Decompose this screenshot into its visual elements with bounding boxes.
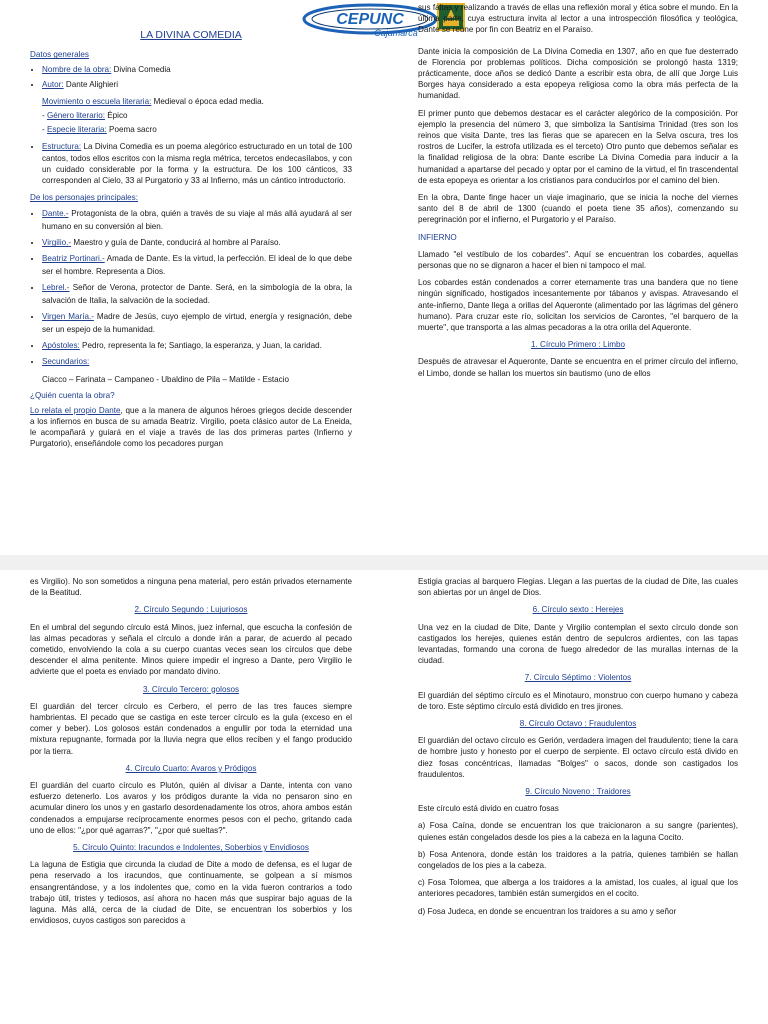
characters-list	[30, 207, 352, 368]
list-item: - Género literario: Épico	[42, 110, 352, 121]
list-item: • Autor: Dante Alighieri	[42, 79, 352, 90]
paragraph: Una vez en la ciudad de Dite, Dante y Virgilio contemplan el sexto círculo donde son castigados los herejes, quienes están dentro de sepulcros ardientes, con las tapas levantadas, formando una corona de fuego alrededor de las murallas internas de la ciudad.	[418, 622, 738, 666]
list-item: • Nombre de la obra: Divina Comedia	[42, 64, 352, 75]
circle-heading: 2. Círculo Segundo : Lujuriosos	[134, 605, 248, 615]
general-data-heading: Datos generales	[30, 50, 89, 60]
circle-heading: 9. Círculo Noveno : Traidores	[525, 787, 631, 797]
paragraph: Dante inicia la composición de La Divina Comedia en 1307, año en que fue desterrado de Florencia por problemas políticos. Dicha composición se prolongó hasta 1319; prácticamente, doce años se dedicó Dante a escribir esta obra, de allí que Jorge Luis Borges haya considerado a esta epopeya religiosa como la obra más perfecta de la humanidad.	[418, 46, 738, 101]
paragraph: El guardián del octavo círculo es Gerión, verdadera imagen del fraudulento; tiene la cara de hombre justo y honesto por el cuerpo de serpiente. El octavo círculo está divido en diez fosas concéntricas, llamadas "Bolges" o sacos, donde son castigados los fraudulentos.	[418, 736, 738, 779]
movement-line: Movimiento o escuela literaria: Medieval o época edad media.	[42, 96, 264, 106]
paragraph: c) Fosa Tolomea, que alberga a los traidores a la amistad, los cuales, al igual que los anteriores pecadores, también están sumergidos en el cocito.	[418, 878, 738, 899]
logo-wordmark: CEPUNC	[336, 11, 404, 28]
characters-heading: De los personajes principales:	[30, 193, 138, 203]
general-data-list	[30, 64, 352, 89]
paragraph: En la obra, Dante finge hacer un viaje imaginario, que se inicia la noche del viernes santo del 8 de abril de 1300 (cuando el poeta tiene 35 años), comenzando su peregrinación por el infierno, el Purgatorio y el Paraíso.	[418, 193, 738, 225]
paragraph: Llamado "el vestíbulo de los cobardes". Aquí se encuentran los cobardes, aquellas personas que no se dignaron a hacer el bien ni tampoco el mal.	[418, 249, 738, 271]
narrator-paragraph: Lo relata el propio Dante, que a la manera de algunos héroes griegos decide descender a los infiernos en busca de su amada Beatriz. Virgilio, poeta clásico autor de La Eneida, le acompañará y guiará en el viaje a través de las dos primeras partes (Infierno y Purgatorio), enseñándole como los pecadores purgan	[30, 405, 353, 449]
list-item: • Beatriz Portinari.- Amada de Dante. Es la virtud, la perfección. El ideal de lo que debe ser el hombre. Representa a Dios.	[42, 252, 352, 278]
paragraph: En el umbral del segundo círculo está Minos, juez infernal, que escucha la confesión de las almas pecadoras y señala el círculo a donde irán a parar, de acuerdo al pecado cometido, envolviendo la cola a su cuerpo cuantas veces sean los círculos que debe descender el alma penitente. Minos quiere impedir el ingreso a Dante, pero Virgilio le advierte que el poeta es enviado por mandato divino.	[30, 622, 352, 677]
paragraph: El guardián del tercer círculo es Cerbero, el perro de las tres fauces siempre hambrientas. El pecado que se castiga en este tercer círculo es la gula (exceso en el comer y beber). Los golosos están condenados a engullir por toda la eternidad una mixtura repugnante, formada por la lluvia negra que ellos reciben y el fango producido por la tierra.	[30, 701, 352, 756]
circle-heading: 6. Círculo sexto : Herejes	[532, 605, 624, 615]
paragraph: b) Fosa Antenora, donde están los traidores a la patria, quienes también se hallan congelados de los pies a la cabeza.	[418, 849, 738, 871]
page-two	[0, 570, 768, 1024]
paragraph: La laguna de Estigia que circunda la ciudad de Dite a modo de defensa, es el lugar de pena reservado a los iracundos, que continuamente, se golpean a sí mismos ensangrentándose, y a los indolentes que, como en la vida fueron contrarios a todo trabajo útil, tristes y tediosos, así ahora no hacen más que suspirar bajo aguas de la laguna. Más allá, cerca de la ciudad de Dite, se encuentran los soberbios y los envidiosos, cuyos castigos son parecidos a	[30, 860, 352, 926]
list-item: • Virgilio.- Maestro y guía de Dante, conducirá al hombre al Paraíso.	[42, 236, 352, 249]
document-title: LA DIVINA COMEDIA	[140, 29, 242, 41]
list-item: • Secundarios:	[42, 355, 352, 368]
circle-heading: 7. Círculo Séptimo : Violentos	[524, 673, 632, 683]
circle-heading: 1. Círculo Primero : Limbo	[530, 340, 625, 350]
structure-list	[30, 141, 352, 186]
list-item: • Apóstoles: Pedro, representa la fe; Santiago, la esperanza, y Juan, la caridad.	[42, 339, 352, 352]
page-one-right-column	[418, 2, 738, 385]
secondary-characters: Ciacco – Farinata – Campaneo - Ubaldino de Pila – Matilde - Estacio	[42, 375, 289, 385]
paragraph: Este círculo está divido en cuatro fosas	[418, 804, 559, 814]
circle-heading: 5. Círculo Quinto: Iracundos e Indolentes, Soberbios y Envidiosos	[73, 843, 309, 853]
infierno-heading: INFIERNO	[418, 232, 457, 242]
circle-heading: 3. Círculo Tercero: golosos	[142, 684, 240, 694]
page-two-right-column	[418, 576, 738, 923]
circle-heading: 8. Círculo Octavo : Fraudulentos	[519, 719, 637, 729]
list-item: • Estructura: La Divina Comedia es un poema alegórico estructurado en un total de 100 cantos, todos ellos escritos con la misma regla métrica, tercetos endecasílabos, y con un cuidado considerable por la forma y la estructura. De los 100 cánticos, 33 corresponden al Cielo, 33 al Purgatorio y 33 al Infierno, más un cántico introductorio.	[42, 141, 352, 186]
page-separator	[0, 555, 768, 570]
logo-tagline: Cajamarca	[374, 28, 418, 38]
genre-list	[30, 110, 352, 135]
paragraph: Estigia gracias al barquero Flegias. Llegan a las puertas de la ciudad de Dite, las cuales son abiertas por un ángel de Dios.	[418, 577, 738, 598]
paragraph: Los cobardes están condenados a correr eternamente tras una bandera que no tiene ningún significado, hostigados incesantemente por tábanos y avispas. Atravesando el ante-infierno, Dante llega a orillas del Aqueronte (alimentado por las lágrimas del género humano). Para cruzar este río, solicitan los servicios de Carontes, "el barquero de la muerte", que transporta a las almas pecadoras a la otra orilla del Aqueronte.	[418, 278, 738, 333]
paragraph: es Virgilio). No son sometidos a ninguna pena material, pero están privados eternamente de la Beatitud.	[30, 577, 352, 598]
list-item: - Especie literaria: Poema sacro	[42, 124, 352, 135]
paragraph: a) Fosa Caína, donde se encuentran los que traicionaron a su sangre (parientes), quienes están congelados desde los pies a la cabeza en la laguna Cocito.	[418, 821, 738, 842]
paragraph: El guardián del cuarto círculo es Plutón, quién al divisar a Dante, intenta con vano esfuerzo detenerlo. Los avaros y los pródigos durante la vida no pensaron sino en acumular dinero los unos y en gastarlo desordenadamente los otros, ahora ambos están condenados a empujarse recíprocamente enormes pesos con el pecho, gritando cada uno de ellos: "¿por qué agarras?", "¿por qué sueltas?".	[30, 781, 352, 835]
paragraph: Después de atravesar el Aqueronte, Dante se encuentra en el primer círculo del infierno, el Limbo, donde se hallan los muertos sin bautismo (uno de ellos	[418, 357, 738, 378]
narrator-heading: ¿Quién cuenta la obra?	[30, 390, 115, 400]
paragraph: El primer punto que debemos destacar es el carácter alegórico de la composición. Por ejemplo la presencia del número 3, que simboliza la Santísima Trinidad (tres son los reinos que visita Dante, tres las fieras que se aparecen en la Selva oscura, tres los rostros de Lucifer, la estrofa utilizada es el terceto) Otro punto que debemos señalar es la finalidad religiosa de la obra: Dante escribe La Divina Comedia para inducir a la humanidad a apartarse del pecado y optar por el camino de la virtud, el fin trascendental de esta epopeya es orientar a los cristianos para conducirlos por el camino del bien.	[418, 108, 738, 185]
list-item: • Lebrel.- Señor de Verona, protector de Dante. Será, en la simbología de la obra, la salvación de Italia, la salvación de la sociedad.	[42, 281, 352, 307]
paragraph: sus faltas y realizando a través de ellas una reflexión moral y ética sobre el mundo. En la última parte, cuya estructura invita al lector a una introspección filosófica y teológica, Dante se reúne por fin con Beatriz en el Paraíso.	[418, 3, 738, 35]
circle-heading: 4. Círculo Cuarto: Avaros y Pródigos	[125, 763, 257, 773]
page-two-left-column	[30, 576, 352, 932]
paragraph: El guardián del séptimo círculo es el Minotauro, monstruo con cuerpo humano y cabeza de toro. Este séptimo círculo está dividido en tres jirones.	[418, 690, 738, 711]
list-item: • Virgen María.- Madre de Jesús, cuyo ejemplo de virtud, energía y resignación, debe ser un espejo de la humanidad.	[42, 310, 352, 336]
paragraph: d) Fosa Judeca, en donde se encuentran los traidores a su amo y señor	[418, 906, 677, 916]
page-one-left-column	[30, 30, 352, 456]
list-item: • Dante.- Protagonista de la obra, quién a través de su viaje al más allá ayudará al ser humano en su conversión al bien.	[42, 207, 352, 233]
